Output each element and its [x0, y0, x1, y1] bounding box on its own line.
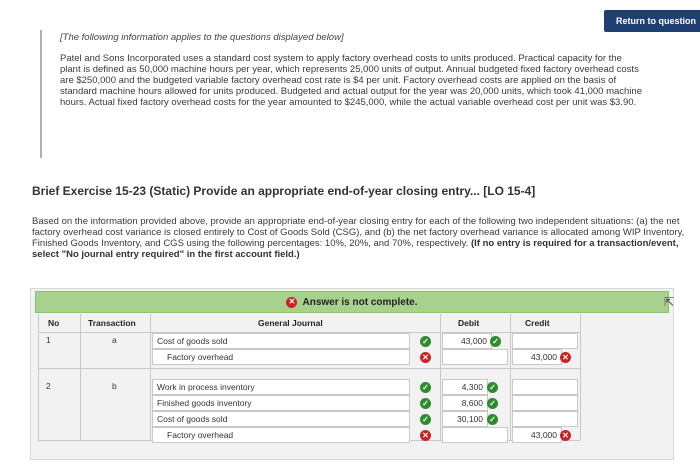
info-body: Patel and Sons Incorporated uses a standard cost system to apply factory overhead costs to units produced. Practical capacity for the plant is defined as 50,000 machine hours per year, which represents 25,000 units of output. Annual budgeted fixed factory overhead costs are $250,000 and the budgeted variable factory overhead cost rate is $4 per unit. Factory overhead costs are applied on the basis of standard machine hours allowed for units produced. Budgeted and actual output for the year was 20,000 units, which took 41,000 machine hours. Actual fixed factory overhead costs for the year amounted to $245,000, while the actual variable overhead cost per unit was $3.90.	[60, 53, 642, 108]
x-circle-icon: ✕	[560, 430, 571, 441]
debit-field[interactable]: 4,300	[442, 379, 488, 395]
info-panel	[40, 30, 660, 158]
answer-status-banner	[35, 291, 669, 313]
debit-field[interactable]: 43,000	[442, 333, 492, 349]
credit-field[interactable]	[512, 411, 578, 427]
info-note: [The following information applies to the questions displayed below]	[60, 32, 344, 43]
col-header-debit: Debit	[458, 318, 480, 328]
credit-field[interactable]	[512, 395, 578, 411]
transaction-label: a	[112, 335, 117, 345]
instructions-bold: (If no entry is required for a transaction/event, select "No journal entry required" in the first account field.)	[32, 238, 679, 260]
check-icon: ✓	[420, 414, 431, 425]
check-icon: ✓	[490, 336, 501, 347]
credit-field[interactable]	[512, 333, 578, 349]
check-icon: ✓	[420, 398, 431, 409]
grid-line	[38, 368, 580, 369]
x-circle-icon: ✕	[420, 430, 431, 441]
return-to-question-button[interactable]: Return to question	[604, 10, 700, 32]
check-icon: ✓	[487, 414, 498, 425]
journal-caption: General Journal	[258, 318, 323, 328]
credit-field[interactable]: 43,000	[512, 427, 562, 443]
credit-field[interactable]	[512, 379, 578, 395]
account-field[interactable]: Factory overhead	[152, 349, 410, 365]
mouse-cursor-icon: ⇱	[664, 295, 675, 309]
entry-number: 1	[46, 335, 51, 345]
check-icon: ✓	[487, 398, 498, 409]
debit-field[interactable]	[442, 427, 508, 443]
debit-field[interactable]: 30,100	[442, 411, 488, 427]
grid-line	[580, 314, 581, 440]
transaction-label: b	[112, 381, 117, 391]
x-circle-icon: ✕	[420, 352, 431, 363]
exercise-title: Brief Exercise 15-23 (Static) Provide an appropriate end-of-year closing entry... [LO 15-4]	[32, 184, 536, 198]
entry-number: 2	[46, 381, 51, 391]
account-field[interactable]: Work in process inventory	[152, 379, 410, 395]
check-icon: ✓	[487, 382, 498, 393]
debit-field[interactable]	[442, 349, 508, 365]
col-header-credit: Credit	[525, 318, 550, 328]
answer-status-text: Answer is not complete.	[302, 296, 418, 308]
x-circle-icon: ✕	[560, 352, 571, 363]
instructions-text: Based on the information provided above, provide an appropriate end-of-year closing entry for each of the following two independent situations: (a) the net factory overhead cost variance is closed entirely to Cost of Goods Sold (CSG), and (b) the net factory overhead variance is allocated among WIP Inventory, Finished Goods Inventory, and CGS using the following percentages: 10%, 20%, and 70%, respectively.	[32, 216, 685, 249]
account-field[interactable]: Finished goods inventory	[152, 395, 410, 411]
account-field[interactable]: Cost of goods sold	[152, 411, 410, 427]
account-field[interactable]: Factory overhead	[152, 427, 410, 443]
account-field[interactable]: Cost of goods sold	[152, 333, 410, 349]
check-icon: ✓	[420, 336, 431, 347]
credit-field[interactable]: 43,000	[512, 349, 562, 365]
check-icon: ✓	[420, 382, 431, 393]
col-header-transaction: Transaction	[88, 318, 136, 328]
col-header-no: No	[48, 318, 60, 328]
instructions	[32, 216, 692, 260]
x-circle-icon: ✕	[286, 297, 297, 308]
debit-field[interactable]: 8,600	[442, 395, 488, 411]
